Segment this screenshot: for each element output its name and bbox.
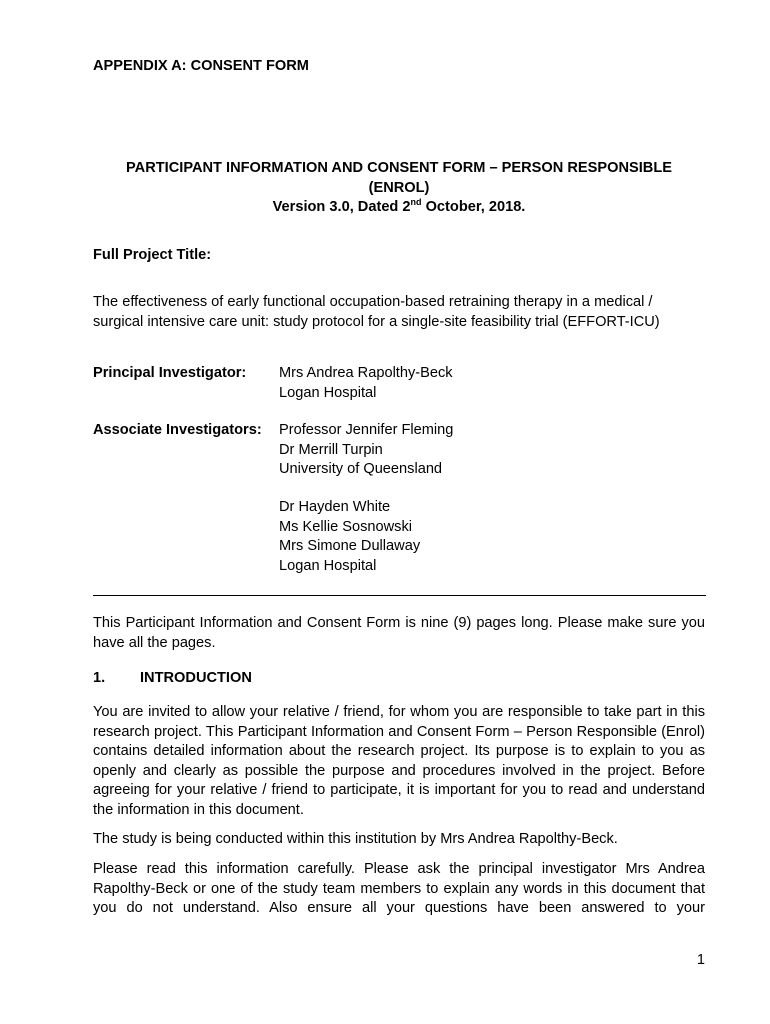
principal-investigator-affiliation: Logan Hospital — [279, 384, 377, 401]
associate-investigators-group2 — [279, 498, 420, 576]
introduction-paragraph-2: The study is being conducted within this institution by Mrs Andrea Rapolthy-Beck. — [93, 831, 618, 847]
section-number: 1. — [93, 670, 106, 686]
associate-investigator-name: Mrs Simone Dullaway — [279, 538, 421, 554]
associate-investigators-group1 — [279, 421, 453, 480]
form-title-line1: PARTICIPANT INFORMATION AND CONSENT FORM – PERSON RESPONSIBLE — [126, 160, 672, 176]
project-title-text: The effectiveness of early functional occupation-based retraining therapy in a medical / surgical intensive care unit: study protocol for a single-site feasibility trial (EFFORT-ICU) — [93, 294, 660, 330]
associate-investigator-name: Dr Hayden White — [279, 499, 391, 515]
form-version — [93, 198, 705, 218]
principal-investigator-label: Principal Investigator: — [93, 365, 247, 381]
introduction-paragraph-3: Please read this information carefully. Please ask the principal investigator Mrs Andrea Rapolthy-Beck or one of the study team members to explain any words in this document that you do not understand. Also ensure all your questions have been answered to your — [93, 861, 705, 917]
principal-investigator-name: Mrs Andrea Rapolthy-Beck — [279, 365, 453, 381]
associate-investigator-name: Ms Kellie Sosnowski — [279, 518, 413, 535]
version-superscript: nd — [410, 197, 422, 207]
appendix-title: APPENDIX A: CONSENT FORM — [93, 58, 309, 74]
horizontal-divider — [93, 595, 706, 596]
introduction-paragraph-1: You are invited to allow your relative / friend, for whom you are responsible to take part in this research project. This Participant Information and Consent Form – Person Responsible (Enrol) contains detailed information about the research project. Its purpose is to explain to you as openly and clearly as possible the purpose and procedures involved in the project. Before agreeing for your relative / friend to participate, it is important for you to read and understand the information in this document. — [93, 704, 705, 818]
associate-investigator-affiliation: Logan Hospital — [279, 557, 377, 574]
section-heading-introduction — [93, 670, 252, 686]
associate-investigators-label: Associate Investigators: — [93, 422, 262, 438]
form-title-line2: (ENROL) — [368, 179, 430, 196]
version-suffix: October, 2018. — [421, 199, 526, 215]
pages-note: This Participant Information and Consent Form is nine (9) pages long. Please make sure you have all the pages. — [93, 615, 705, 651]
project-title-label: Full Project Title: — [93, 247, 212, 263]
associate-investigator-name: Dr Merrill Turpin — [279, 441, 383, 458]
associate-investigator-affiliation: University of Queensland — [279, 461, 443, 477]
form-title — [93, 159, 705, 218]
principal-investigator-list — [279, 364, 453, 403]
version-prefix: Version 3.0, Dated 2 — [272, 199, 411, 215]
section-title: INTRODUCTION — [140, 670, 252, 686]
associate-investigator-name: Professor Jennifer Fleming — [279, 422, 454, 438]
page-number: 1 — [696, 952, 705, 968]
